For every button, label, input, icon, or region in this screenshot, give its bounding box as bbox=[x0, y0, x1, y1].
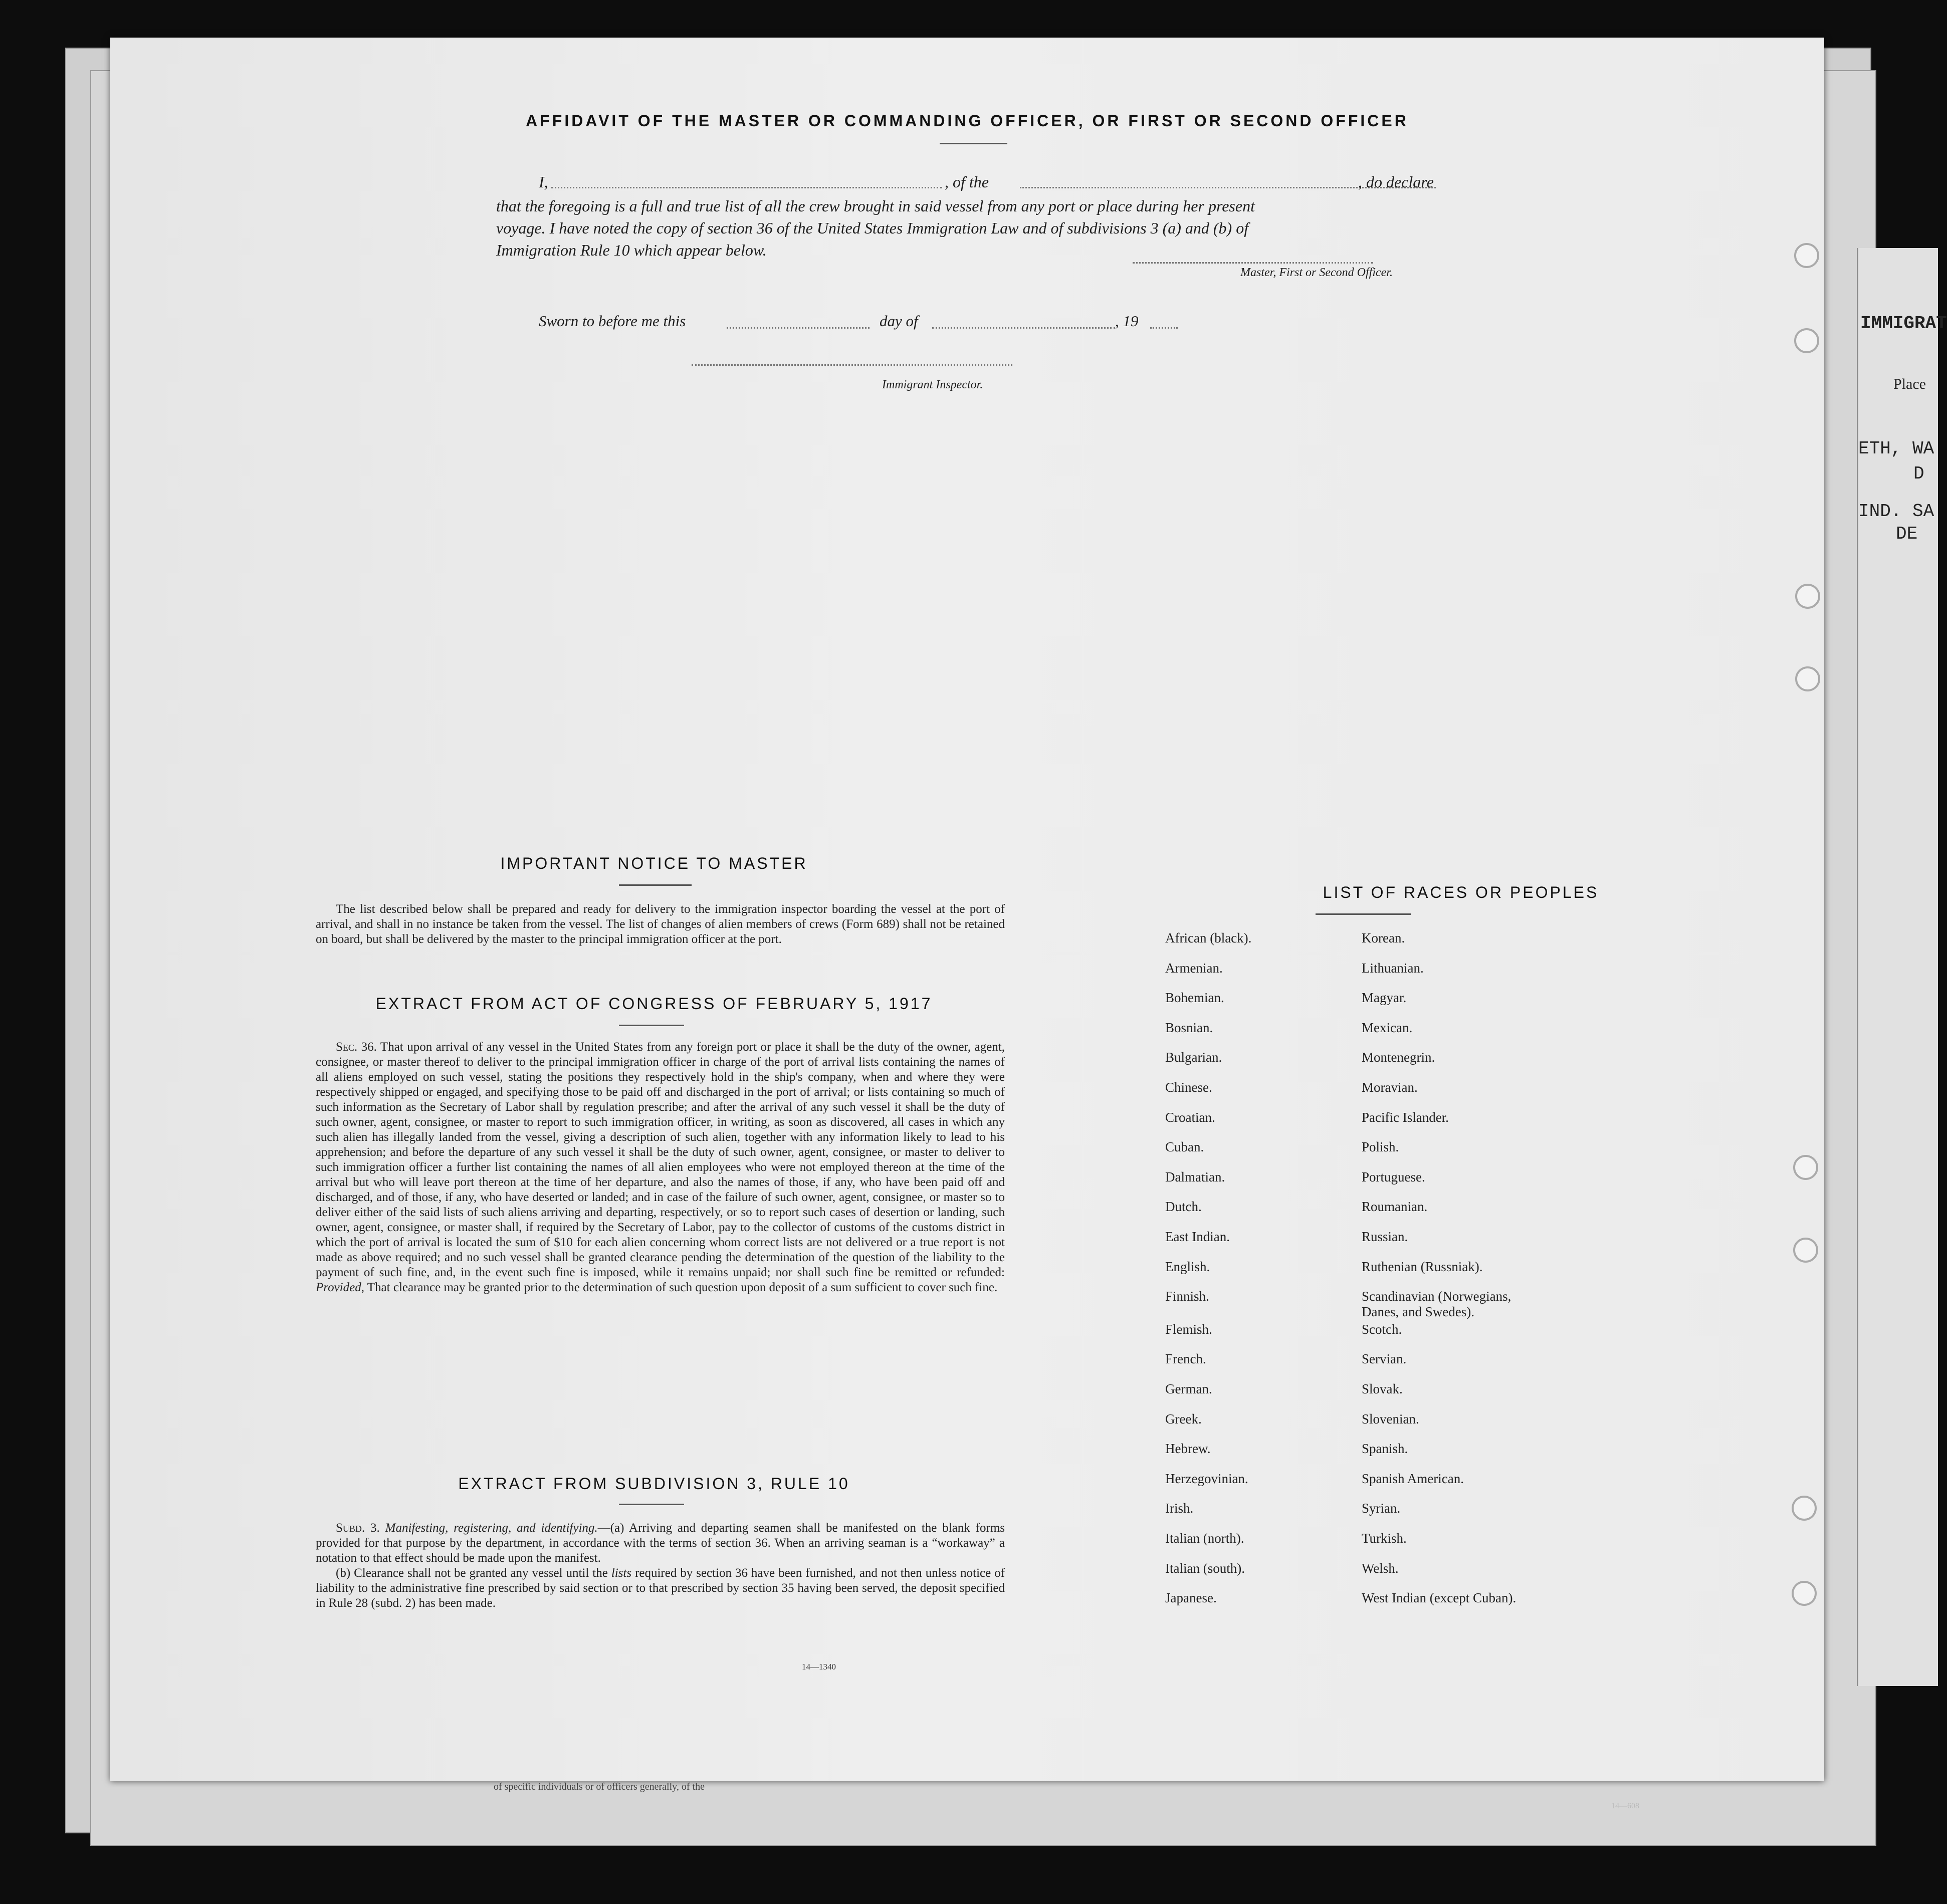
race-item: Hebrew. bbox=[1165, 1441, 1211, 1457]
rule-extract-rule bbox=[619, 1504, 684, 1505]
signature-blank bbox=[1133, 262, 1373, 264]
race-item: Scandinavian (Norwegians, bbox=[1362, 1289, 1511, 1304]
race-item: Servian. bbox=[1362, 1351, 1407, 1367]
sheet-row-2: D bbox=[1913, 463, 1924, 484]
race-item: Dutch. bbox=[1165, 1199, 1202, 1215]
act-extract-rule bbox=[619, 1025, 684, 1026]
para-b-lists: lists bbox=[611, 1566, 632, 1580]
signature-label: Master, First or Second Officer. bbox=[1240, 266, 1393, 279]
sheet-row-3: IND. SA bbox=[1858, 501, 1934, 522]
race-item: Croatian. bbox=[1165, 1109, 1215, 1125]
para-b-start: (b) Clearance shall not be granted any vessel until the bbox=[336, 1566, 608, 1580]
race-item: Spanish American. bbox=[1362, 1471, 1464, 1486]
day-blank bbox=[727, 327, 870, 329]
race-item: Finnish. bbox=[1165, 1289, 1209, 1304]
binder-hole bbox=[1792, 1581, 1817, 1606]
year-blank bbox=[1150, 327, 1178, 329]
notice-title: IMPORTANT NOTICE TO MASTER bbox=[500, 854, 808, 872]
affidavit-title: AFFIDAVIT OF THE MASTER OR COMMANDING OFFICER, OR FIRST OR SECOND OFFICER bbox=[526, 112, 1409, 130]
subd-label: Subd. 3. bbox=[336, 1521, 380, 1535]
affidavit-title-rule bbox=[940, 143, 1007, 144]
binder-hole bbox=[1795, 584, 1820, 609]
race-item: Ruthenian (Russniak). bbox=[1362, 1259, 1483, 1274]
race-item: Slovak. bbox=[1362, 1381, 1403, 1396]
race-item: Greek. bbox=[1165, 1411, 1202, 1426]
sworn-before-label: Sworn to before me this bbox=[539, 312, 686, 330]
declaration-line-2: that the foregoing is a full and true list of all the crew brought in said vessel from any port or place during her present bbox=[496, 197, 1255, 215]
race-item: Turkish. bbox=[1362, 1531, 1407, 1546]
sheet-header: IMMIGRAT bbox=[1860, 313, 1947, 334]
race-item: Dalmatian. bbox=[1165, 1169, 1225, 1184]
race-item: Polish. bbox=[1362, 1139, 1399, 1155]
underlying-form-number: 14—608 bbox=[1611, 1802, 1639, 1810]
race-item: Magyar. bbox=[1362, 990, 1407, 1006]
race-item: Welsh. bbox=[1362, 1560, 1399, 1576]
notice-title-rule bbox=[619, 884, 692, 886]
race-item: Pacific Islander. bbox=[1362, 1109, 1449, 1125]
race-item: Spanish. bbox=[1362, 1441, 1408, 1457]
race-item: Flemish. bbox=[1165, 1321, 1212, 1337]
race-item: Italian (north). bbox=[1165, 1531, 1244, 1546]
underlying-manifest-sheet bbox=[1857, 248, 1947, 1686]
race-item: Bulgarian. bbox=[1165, 1050, 1222, 1065]
race-item: Bohemian. bbox=[1165, 990, 1224, 1006]
subd-heading: Manifesting, registering, and identifying. bbox=[385, 1521, 598, 1535]
inspector-label: Immigrant Inspector. bbox=[882, 378, 983, 391]
officer-name-blank bbox=[551, 187, 942, 188]
inspector-signature-blank bbox=[692, 364, 1012, 366]
race-item: German. bbox=[1165, 1381, 1212, 1396]
binder-hole bbox=[1795, 666, 1820, 691]
month-blank bbox=[932, 327, 1115, 329]
declaration-of-the: , of the bbox=[945, 173, 989, 191]
races-title-rule bbox=[1316, 913, 1411, 915]
race-scandinavian-continued: Danes, and Swedes). bbox=[1362, 1304, 1474, 1319]
binder-hole bbox=[1793, 1238, 1818, 1263]
binder-hole bbox=[1794, 243, 1819, 268]
race-item: Moravian. bbox=[1362, 1080, 1418, 1095]
act-extract-title: EXTRACT FROM ACT OF CONGRESS OF FEBRUARY 5, 1917 bbox=[375, 995, 933, 1013]
race-item: Scotch. bbox=[1362, 1321, 1402, 1337]
race-item: English. bbox=[1165, 1259, 1210, 1274]
race-item: Montenegrin. bbox=[1362, 1050, 1435, 1065]
declaration-declare: , do declare bbox=[1358, 173, 1434, 191]
form-number: 14—1340 bbox=[802, 1662, 836, 1672]
race-item: Russian. bbox=[1362, 1229, 1408, 1244]
underlying-bottom-text: of specific individuals or of officers generally, of the bbox=[494, 1781, 705, 1792]
race-item: Chinese. bbox=[1165, 1080, 1212, 1095]
rule-extract-title: EXTRACT FROM SUBDIVISION 3, RULE 10 bbox=[458, 1475, 850, 1493]
race-item: African (black). bbox=[1165, 930, 1252, 945]
binder-hole bbox=[1794, 328, 1819, 353]
declaration-line-3: voyage. I have noted the copy of section 36 of the United States Immigration Law and of subdivisions 3 (a) and (b) of bbox=[496, 219, 1249, 237]
race-item: Lithuanian. bbox=[1362, 960, 1424, 976]
binder-hole bbox=[1793, 1155, 1818, 1180]
race-item: East Indian. bbox=[1165, 1229, 1230, 1244]
race-item: Japanese. bbox=[1165, 1590, 1217, 1606]
race-item: Portuguese. bbox=[1362, 1169, 1425, 1184]
main-document-page bbox=[110, 38, 1824, 1781]
race-item: Slovenian. bbox=[1362, 1411, 1419, 1426]
race-item: Armenian. bbox=[1165, 960, 1223, 976]
binder-hole bbox=[1792, 1496, 1817, 1521]
race-item: Roumanian. bbox=[1362, 1199, 1428, 1215]
notice-text bbox=[316, 902, 1005, 947]
sheet-row-1: ETH, WA bbox=[1858, 438, 1934, 459]
section-36-text: That upon arrival of any vessel in the United States from any foreign port or place it shall be the duty of the owner, agent, consignee, or master thereof to deliver to the principal immigration officer in charge of the port of arrival lists containing the names of all aliens employed on such vessel, stating the positions they respectively hold in the ship's company, when and where they were respectively shipped or engaged, and specifying those to be paid off and discharged in the port of arrival; or lists containing so much of such information as the Secretary of Labor shall by regulation prescribe; and after the arrival of any such vessel it shall be the duty of such owner, agent, consignee, or master to report to such immigration officer, in writing, as soon as discovered, all cases in which any such alien has illegally landed from the vessel, giving a description of such alien, together with any information likely to lead to his apprehension; and before the departure of any such vessel it shall be the duty of such owner, agent, consignee, or master to deliver to such immigration officer a further list containing the names of all alien employees who were not employed thereon at the time of the arrival but who will leave port thereon at the time of her departure, and also the names of those, if any, who have been paid off and discharged, and of those, if any, who have deserted or landed; and in case of the failure of such owner, agent, consignee, or master so to deliver either of the said lists of such aliens arriving and departing, respectively, or so to report such cases of desertion or landing, such owner, agent, consignee, or master shall, if required by the Secretary of Labor, pay to the collector of customs of the customs district in which the port of arrival is located the sum of $10 for each alien concerning whom correct lists are not delivered or a true report is not made as above required; and no such vessel shall be granted clearance pending the determination of the question of the liability to the payment of such fine, and, in the event such fine is imposed, while it remains unpaid; nor shall such fine be remitted or refunded: bbox=[316, 1040, 1005, 1279]
race-item: Syrian. bbox=[1362, 1501, 1401, 1516]
race-item: Cuban. bbox=[1165, 1139, 1204, 1155]
notice-paragraph: The list described below shall be prepared and ready for delivery to the immigration inspector boarding the vessel at the port of arrival, and shall in no instance be taken from the vessel. The list of changes of alien members of crews (Form 689) shall not be retained on board, but shall be delivered by the master to the principal immigration officer at the port. bbox=[316, 902, 1005, 946]
race-item: French. bbox=[1165, 1351, 1206, 1367]
section-36-tail: That clearance may be granted prior to the determination of such question upon deposit of a sum sufficient to cover such fine. bbox=[367, 1281, 998, 1294]
race-item: Irish. bbox=[1165, 1501, 1194, 1516]
race-item: Herzegovinian. bbox=[1165, 1471, 1248, 1486]
day-of-label: day of bbox=[880, 312, 918, 330]
rule-extract-text bbox=[316, 1521, 1005, 1611]
provided-word: Provided, bbox=[316, 1281, 364, 1294]
race-item: Italian (south). bbox=[1165, 1560, 1245, 1576]
race-item: Korean. bbox=[1362, 930, 1405, 945]
race-item: Mexican. bbox=[1362, 1020, 1413, 1035]
sheet-row-4: DE bbox=[1896, 524, 1918, 544]
year-label: , 19 bbox=[1115, 312, 1139, 330]
sheet-column-label: Place bbox=[1893, 376, 1926, 392]
declaration-i: I, bbox=[539, 173, 548, 191]
para-b-end: required by section 36 have been furnished, and not then unless notice of liability to the administrative fine prescribed by said section or to that prescribed by section 35 having been served, the deposit specified in Rule 28 (subd. 2) has been made. bbox=[316, 1566, 1005, 1610]
races-title: LIST OF RACES OR PEOPLES bbox=[1323, 883, 1599, 901]
declaration-line-4: Immigration Rule 10 which appear below. bbox=[496, 241, 767, 259]
section-label: Sec. 36. bbox=[336, 1040, 377, 1054]
race-item: West Indian (except Cuban). bbox=[1362, 1590, 1517, 1606]
para-a-text: —(a) Arriving and departing seamen shall be manifested on the blank forms provided for that purpose by the department, in accordance with the terms of section 36. When an arriving seaman is a “workaway” a notation to that effect should be made upon the manifest. bbox=[316, 1521, 1005, 1565]
act-extract-text bbox=[316, 1040, 1005, 1295]
race-item: Bosnian. bbox=[1165, 1020, 1213, 1035]
